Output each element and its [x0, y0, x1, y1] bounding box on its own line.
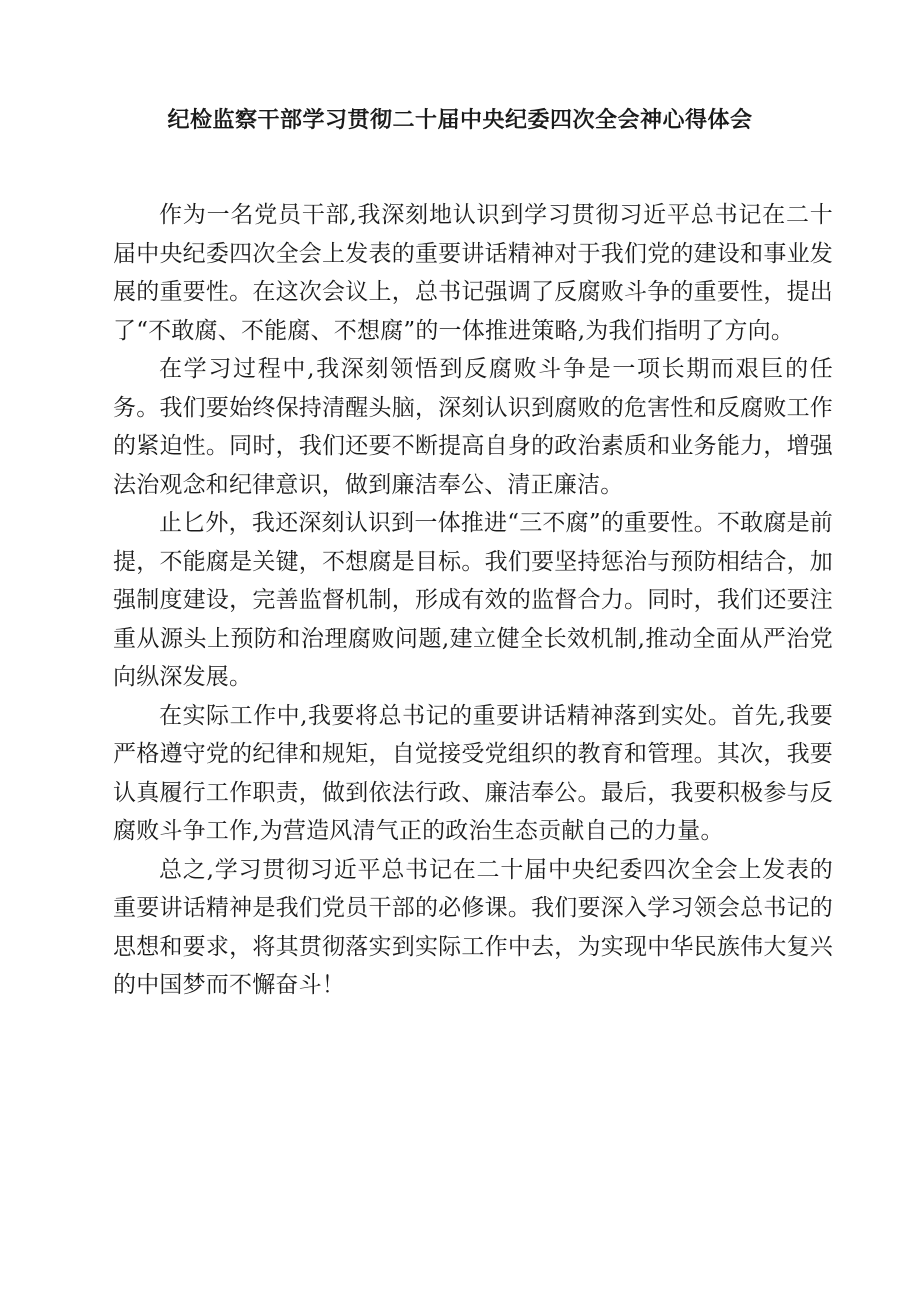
- document-title: 纪检监察干部学习贯彻二十届中央纪委四次全会神心得体会: [167, 107, 753, 133]
- body-paragraph-2: 在学习过程中,我深刻领悟到反腐败斗争是一项长期而艰巨的任务。我们要始终保持清醒头脑，深刻认识到腐败的危害性和反腐败工作的紧迫性。同时，我们还要不断提高自身的政治素质和业务能力，增强法治观念和纪律意识，做到廉洁奉公、清正廉洁。: [113, 356, 833, 498]
- body-paragraph-1: 作为一名党员干部,我深刻地认识到学习贯彻习近平总书记在二十届中央纪委四次全会上发表的重要讲话精神对于我们党的建设和事业发展的重要性。在这次会议上，总书记强调了反腐败斗争的重要性，提出了“不敢腐、不能腐、不想腐”的一体推进策略,为我们指明了方向。: [113, 202, 833, 344]
- document-body: [113, 196, 833, 1005]
- body-paragraph-4: 在实际工作中,我要将总书记的重要讲话精神落到实处。首先,我要严格遵守党的纪律和规矩，自觉接受党组织的教育和管理。其次，我要认真履行工作职责，做到依法行政、廉洁奉公。最后，我要积极参与反腐败斗争工作,为营造风清气正的政治生态贡献自己的力量。: [113, 702, 833, 844]
- body-paragraph-5: 总之,学习贯彻习近平总书记在二十届中央纪委四次全会上发表的重要讲话精神是我们党员干部的必修课。我们要深入学习领会总书记的思想和要求，将其贯彻落实到实际工作中去，为实现中华民族伟大复兴的中国梦而不懈奋斗！: [113, 856, 833, 998]
- body-paragraph-3: 止匕外，我还深刻认识到一体推进“三不腐”的重要性。不敢腐是前提，不能腐是关键，不想腐是目标。我们要坚持惩治与预防相结合，加强制度建设，完善监督机制，形成有效的监督合力。同时，我们还要注重从源头上预防和治理腐败问题,建立健全长效机制,推动全面从严治党向纵深发展。: [113, 510, 833, 690]
